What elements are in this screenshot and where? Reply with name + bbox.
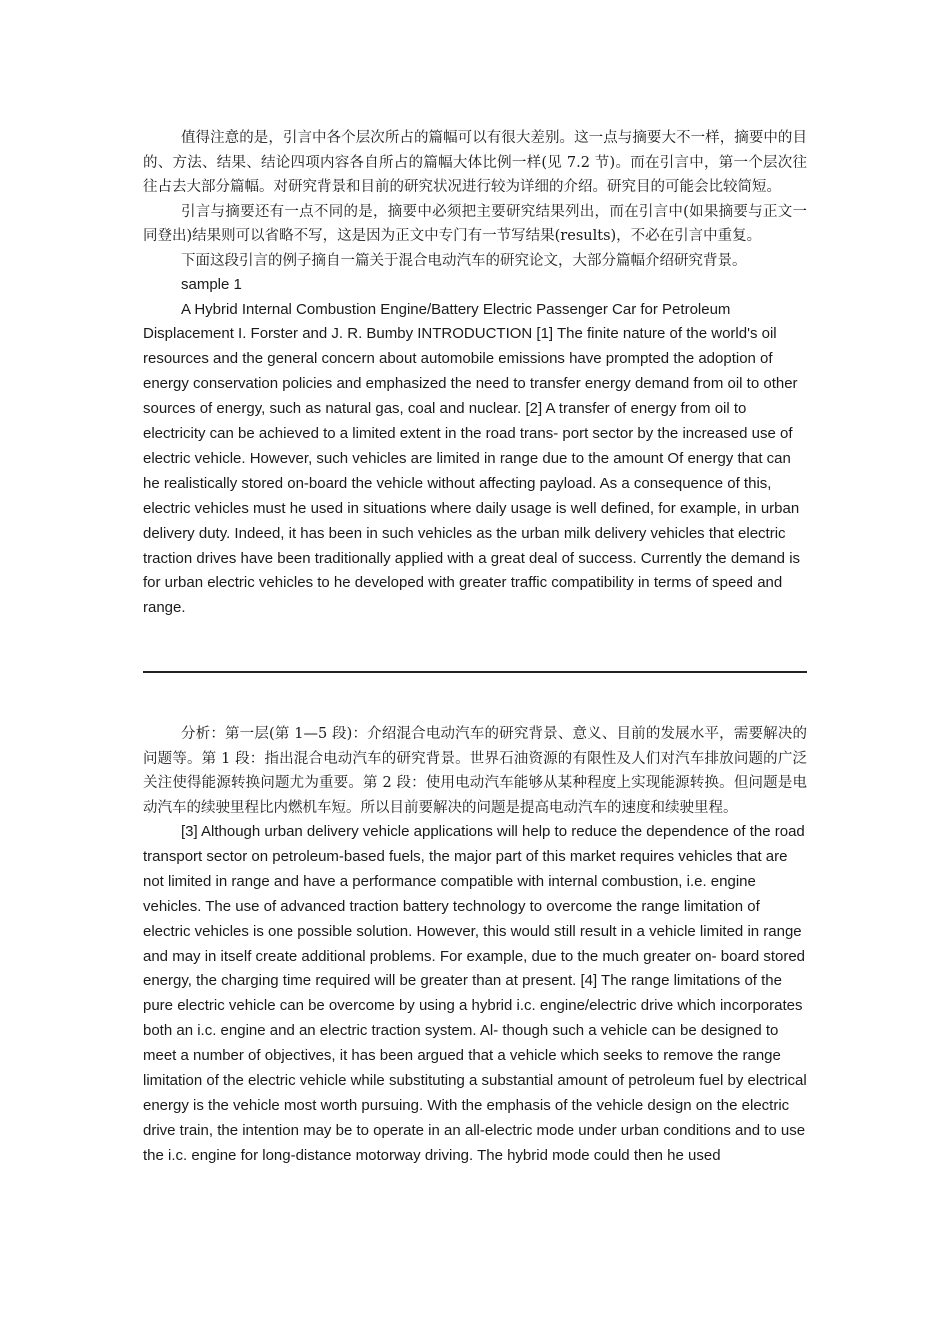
bottom-section [143, 722, 807, 1169]
paragraph-results-note: 引言与摘要还有一点不同的是，摘要中必须把主要研究结果列出，而在引言中(如果摘要与正文一同登出)结果则可以省略不写，这是因为正文中专门有一节写结果(results)，不必在引言中重复。 [143, 203, 807, 244]
sample-introduction-text: A Hybrid Internal Combustion Engine/Battery Electric Passenger Car for Petroleum Displacement I. Forster and J. R. Bumby INTRODUCTION [1] The finite nature of the world's oil resources and the general concern about automobile emissions have prompted the adoption of energy conservation policies and emphasized the need to transfer energy demand from oil to other sources of energy, such as natural gas, coal and nuclear. [2] A transfer of energy from oil to electricity can be achieved to a limited extent in the road trans- port sector by the increased use of electric vehicle. However, such vehicles are limited in range due to the amount Of energy that can he realistically stored on-board the vehicle without affecting payload. As a consequence of this, electric vehicles must he used in situations where daily usage is well defined, for example, in urban delivery duty. Indeed, it has been in such vehicles as the urban milk delivery vehicles that electric traction drives have been traditionally applied with a great deal of success. Currently the demand is for urban electric vehicles to he developed with greater traffic compatibility in terms of speed and range. [143, 300, 801, 617]
paragraph-example-intro: 下面这段引言的例子摘自一篇关于混合电动汽车的研究论文，大部分篇幅介绍研究背景。 [181, 252, 747, 269]
sample-label: sample 1 [181, 276, 242, 293]
top-section [143, 126, 807, 621]
paragraph-structure-note: 值得注意的是，引言中各个层次所占的篇幅可以有很大差别。这一点与摘要大不一样，摘要中的目的、方法、结果、结论四项内容各自所占的篇幅大体比例一样(见 7.2 节)。而在引言中，第一个层次往往占去大部分篇幅。对研究背景和目前的研究状况进行较为详细的介绍。研究目的可能会比较简短。 [143, 130, 807, 195]
section-divider [143, 671, 807, 673]
analysis-paragraph: 分析：第一层(第 1—5 段)：介绍混合电动汽车的研究背景、意义、目前的发展水平，需要解决的问题等。第 1 段：指出混合电动汽车的研究背景。世界石油资源的有限性及人们对汽车排放问题的广泛关注使得能源转换问题尤为重要。第 2 段：使用电动汽车能够从某种程度上实现能源转换。但问题是电动汽车的续驶里程比内燃机车短。所以目前要解决的问题是提高电动汽车的速度和续驶里程。 [143, 726, 807, 816]
sample-paragraph-3-4: [3] Although urban delivery vehicle applications will help to reduce the dependence of the road transport sector on petroleum-based fuels, the major part of this market requires vehicles that are not limited in range and have a performance compatible with internal combustion, i.e. engine vehicles. The use of advanced traction battery technology to overcome the range limitation of electric vehicles is one possible solution. However, this would still result in a vehicle limited in range and may in itself create additional problems. For example, due to the much greater on- board stored energy, the charging time required will be greater than at present. [4] The range limitations of the pure electric vehicle can be overcome by using a hybrid i.c. engine/electric drive which incorporates both an i.c. engine and an electric traction system. Al- though such a vehicle can be designed to meet a number of objectives, it has been argued that a vehicle which seeks to remove the range limitation of the electric vehicle while substituting a substantial amount of petroleum fuel by electrical energy is the vehicle most worth pursuing. With the emphasis of the vehicle design on the electric drive train, the intention may be to operate in an all-electric mode under urban conditions and to use the i.c. engine for long-distance motorway driving. The hybrid mode could then he used [143, 823, 807, 1164]
